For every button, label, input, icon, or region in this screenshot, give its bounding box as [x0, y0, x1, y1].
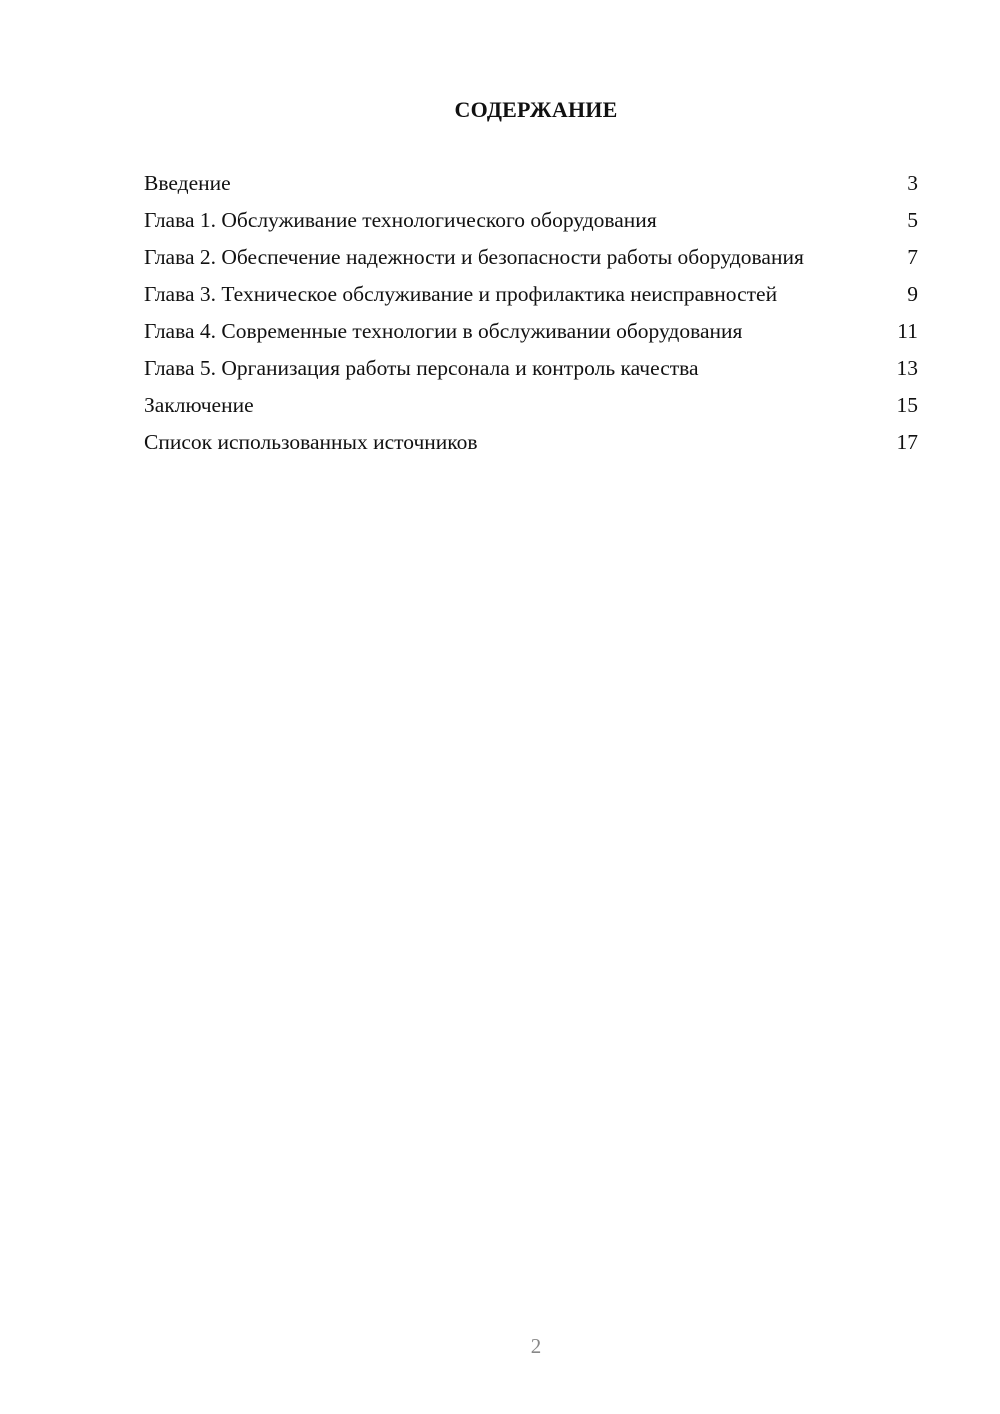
toc-entry-text: Глава 4. Современные технологии в обслуживании оборудования	[144, 319, 743, 343]
toc-entry-page: 3	[907, 171, 918, 195]
toc-entry-chapter-2[interactable]	[144, 244, 918, 271]
toc-entry-text: Глава 5. Организация работы персонала и контроль качества	[144, 356, 699, 380]
toc-entry-text: Глава 2. Обеспечение надежности и безопасности работы оборудования	[144, 245, 804, 269]
toc-title: СОДЕРЖАНИЕ	[454, 97, 618, 122]
toc-entry-page: 13	[896, 356, 918, 380]
toc-entry-text: Список использованных источников	[144, 430, 478, 454]
toc-entry-page: 15	[896, 393, 918, 417]
toc-entry-chapter-5[interactable]	[144, 355, 918, 382]
toc-entry-page: 9	[907, 282, 918, 306]
toc-entry-page: 11	[897, 319, 918, 343]
toc-entry-chapter-4[interactable]	[144, 318, 918, 345]
toc-entry-chapter-1[interactable]	[144, 207, 918, 234]
page-number: 2	[530, 1334, 542, 1358]
toc-entry-text: Глава 1. Обслуживание технологического оборудования	[144, 208, 657, 232]
toc-entry-text: Глава 3. Техническое обслуживание и профилактика неисправностей	[144, 282, 778, 306]
toc-entry-conclusion[interactable]	[144, 392, 918, 419]
toc-entry-page: 5	[907, 208, 918, 232]
toc-entry-text: Введение	[144, 171, 231, 195]
toc-entry-chapter-3[interactable]	[144, 281, 918, 308]
table-of-contents	[144, 170, 918, 466]
toc-entry-references[interactable]	[144, 429, 918, 456]
toc-entry-page: 17	[896, 430, 918, 454]
toc-entry-page: 7	[907, 245, 918, 269]
toc-entry-introduction[interactable]	[144, 170, 918, 197]
toc-entry-text: Заключение	[144, 393, 254, 417]
